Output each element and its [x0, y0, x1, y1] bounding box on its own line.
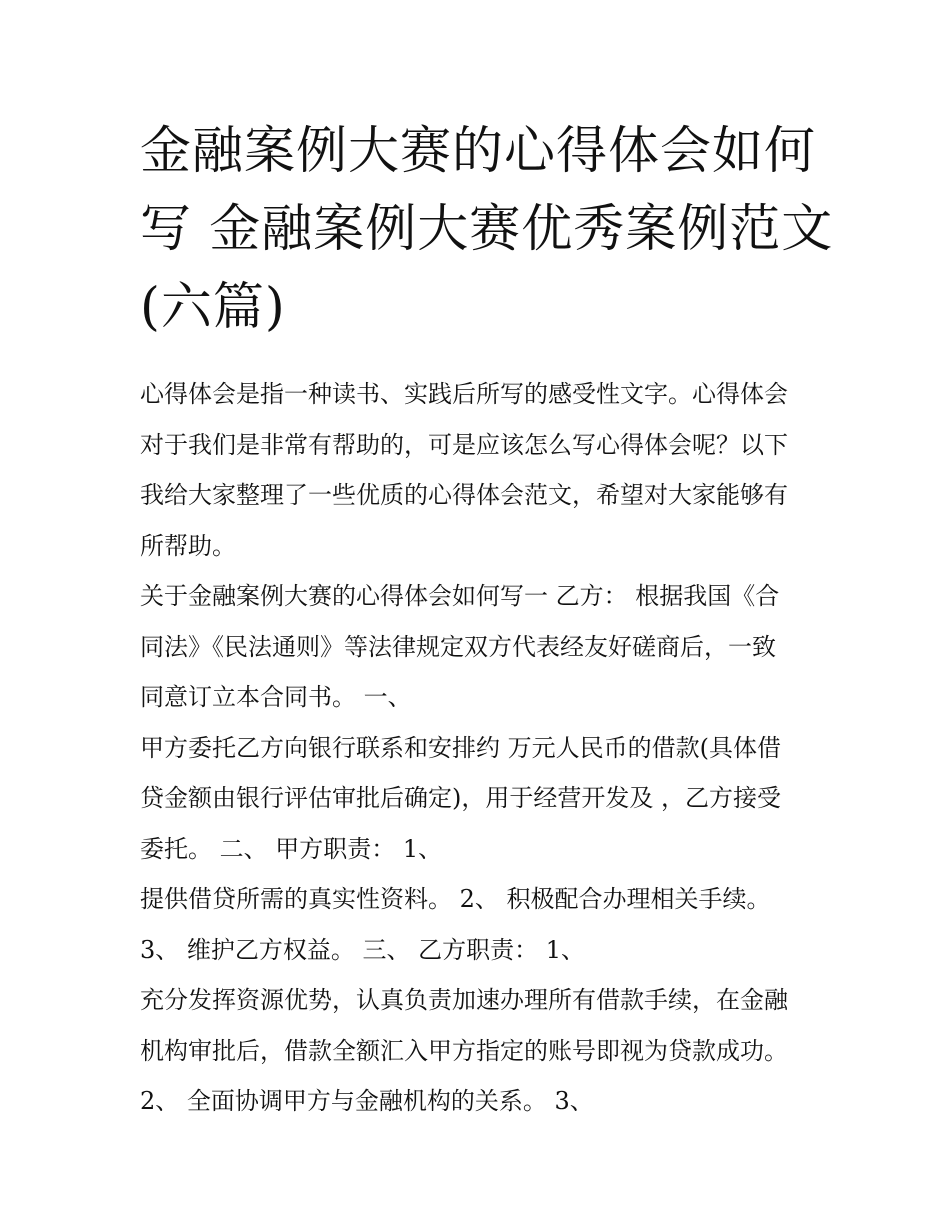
body-line-4: 所帮助。 — [140, 531, 236, 560]
body-line-11: 提供借贷所需的真实性资料。 2、 积极配合办理相关手续。 — [140, 885, 771, 913]
body-line-6: 同法》《民法通则》等法律规定双方代表经友好磋商后，一致 — [140, 632, 776, 661]
document-title — [140, 113, 834, 347]
body-line-2: 对于我们是非常有帮助的，可是应该怎么写心得体会呢？以下 — [140, 430, 788, 459]
body-line-10: 委托。 二、 甲方职责： 1、 — [140, 834, 443, 863]
title-line-1: 金融案例大赛的心得体会如何 — [140, 122, 817, 181]
body-line-9: 贷金额由银行评估审批后确定)，用于经营开发及 ，乙方接受 — [140, 784, 781, 812]
body-line-14: 机构审批后，借款全额汇入甲方指定的账号即视为贷款成功。 — [140, 1036, 788, 1065]
body-line-1: 心得体会是指一种读书、实践后所写的感受性文字。心得体会 — [140, 380, 788, 408]
title-line-3: (六篇) — [140, 278, 286, 337]
body-line-5: 关于金融案例大赛的心得体会如何写一 乙方： 根据我国《合 — [140, 582, 780, 610]
document-body — [140, 369, 812, 1127]
document-page — [140, 113, 834, 1127]
body-line-15: 2、 全面协调甲方与金融机构的关系。 3、 — [140, 1087, 594, 1115]
body-line-12: 3、 维护乙方权益。 三、 乙方职责： 1、 — [140, 935, 586, 964]
body-line-7: 同意订立本合同书。 一、 — [140, 683, 412, 711]
body-line-8: 甲方委托乙方向银行联系和安排约 万元人民币的借款(具体借 — [140, 733, 781, 762]
title-line-2: 写 金融案例大赛优秀案例范文 — [140, 200, 834, 259]
body-line-3: 我给大家整理了一些优质的心得体会范文，希望对大家能够有 — [140, 481, 788, 509]
body-line-13: 充分发挥资源优势，认真负责加速办理所有借款手续，在金融 — [140, 986, 788, 1014]
